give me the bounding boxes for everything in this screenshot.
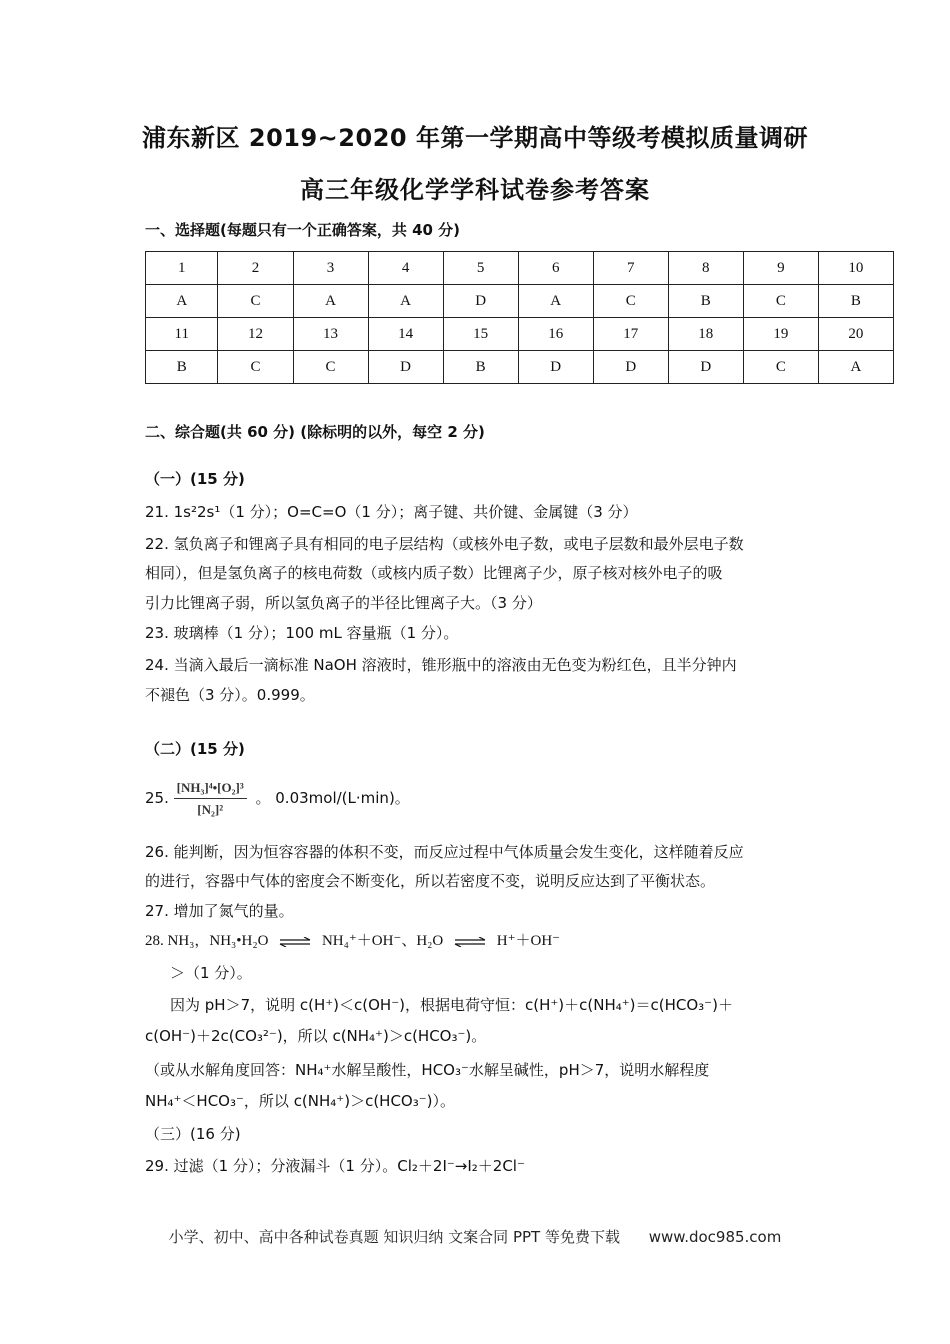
answer-cell: C <box>743 351 818 384</box>
equilibrium-constant-fraction <box>174 779 247 819</box>
q28-water-ionization: H⁺＋OH⁻ <box>496 933 561 949</box>
page-footer <box>0 1226 950 1247</box>
answer-table-row <box>146 285 894 318</box>
fraction-numerator: [NH₃]⁴•[O₂]³ <box>174 779 247 799</box>
q27-answer: 27. 增加了氮气的量。 <box>145 902 294 920</box>
q25-prefix: 25. <box>145 789 169 807</box>
question-number-cell: 8 <box>668 252 743 285</box>
question-number-cell: 6 <box>518 252 593 285</box>
part3-heading: （三）(16 分) <box>145 1125 241 1143</box>
question-number-cell: 2 <box>218 252 293 285</box>
footer-link[interactable]: www.doc985.com <box>648 1228 782 1246</box>
document-subtitle: 高三年级化学学科试卷参考答案 <box>300 176 650 204</box>
question-number-cell: 20 <box>818 318 893 351</box>
answer-cell: C <box>593 285 668 318</box>
document-title: 浦东新区 2019~2020 年第一学期高中等级考模拟质量调研 <box>142 124 808 152</box>
answer-cell: D <box>668 351 743 384</box>
q29-answer: 29. 过滤（1 分）；分液漏斗（1 分）。Cl₂＋2I⁻→I₂＋2Cl⁻ <box>145 1157 525 1175</box>
question-number-cell: 14 <box>368 318 443 351</box>
part1-heading: （一）(15 分) <box>145 470 245 488</box>
fraction-denominator: [N₂]² <box>197 801 224 817</box>
q21-answer: 21. 1s²2s¹（1 分）；O=C=O（1 分）；离子键、共价键、金属键（3 分） <box>145 503 638 521</box>
answer-cell: A <box>518 285 593 318</box>
answer-cell: C <box>743 285 818 318</box>
q28-line4: c(OH⁻)＋2c(CO₃²⁻)，所以 c(NH₄⁺)＞c(HCO₃⁻)。 <box>145 1027 487 1045</box>
question-number-cell: 18 <box>668 318 743 351</box>
answer-cell: A <box>368 285 443 318</box>
question-number-cell: 1 <box>146 252 218 285</box>
section1-heading: 一、选择题(每题只有一个正确答案，共 40 分) <box>145 221 461 239</box>
question-number-cell: 16 <box>518 318 593 351</box>
footer-text: 小学、初中、高中各种试卷真题 知识归纳 文案合同 PPT 等免费下载 <box>168 1228 620 1246</box>
q22-line2: 相同），但是氢负离子的核电荷数（或核内质子数）比锂离子少，原子核对核外电子的吸 <box>145 564 723 582</box>
answer-cell: D <box>368 351 443 384</box>
equilibrium-arrow-icon <box>453 937 487 947</box>
answer-table <box>145 251 894 384</box>
answer-cell: B <box>146 351 218 384</box>
answer-cell: D <box>593 351 668 384</box>
part2-heading: （二）(15 分) <box>145 740 245 758</box>
q25-suffix: 。 0.03mol/(L·min)。 <box>255 789 410 807</box>
q26-line2: 的进行，容器中气体的密度会不断变化，所以若密度不变，说明反应达到了平衡状态。 <box>145 872 716 890</box>
q25-answer <box>145 776 410 820</box>
answer-cell: C <box>218 285 293 318</box>
question-number-cell: 10 <box>818 252 893 285</box>
question-number-cell: 4 <box>368 252 443 285</box>
question-number-cell: 7 <box>593 252 668 285</box>
q28-line6: NH₄⁺＜HCO₃⁻，所以 c(NH₄⁺)＞c(HCO₃⁻)）。 <box>145 1092 456 1110</box>
q22-line3: 引力比锂离子弱，所以氢负离子的半径比锂离子大。（3 分） <box>145 594 542 612</box>
answer-cell: A <box>293 285 368 318</box>
answer-cell: B <box>443 351 518 384</box>
answer-cell: D <box>518 351 593 384</box>
answer-cell: B <box>818 285 893 318</box>
question-number-cell: 17 <box>593 318 668 351</box>
q28-species: 28. NH₃，NH₃•H₂O <box>145 933 269 949</box>
answer-cell: A <box>146 285 218 318</box>
answer-cell: C <box>218 351 293 384</box>
question-number-cell: 15 <box>443 318 518 351</box>
q28-line1 <box>145 931 560 951</box>
q28-line5: （或从水解角度回答：NH₄⁺水解呈酸性，HCO₃⁻水解呈碱性，pH＞7，说明水解程度 <box>145 1061 710 1079</box>
question-number-cell: 11 <box>146 318 218 351</box>
question-number-cell: 9 <box>743 252 818 285</box>
question-number-cell: 12 <box>218 318 293 351</box>
answer-table-row <box>146 318 894 351</box>
question-number-cell: 19 <box>743 318 818 351</box>
question-number-cell: 13 <box>293 318 368 351</box>
answer-cell: A <box>818 351 893 384</box>
q28-ionization: NH₄⁺＋OH⁻、H₂O <box>321 933 444 949</box>
answer-table-row <box>146 252 894 285</box>
equilibrium-arrow-icon <box>278 937 312 947</box>
q23-answer: 23. 玻璃棒（1 分）；100 mL 容量瓶（1 分）。 <box>145 624 459 642</box>
section2-heading: 二、综合题(共 60 分) (除标明的以外，每空 2 分) <box>145 423 485 441</box>
q28-line3: 因为 pH＞7，说明 c(H⁺)＜c(OH⁻)，根据电荷守恒：c(H⁺)＋c(NH₄⁺)＝c(HCO₃⁻)＋ <box>170 996 733 1014</box>
q24-line1: 24. 当滴入最后一滴标准 NaOH 溶液时，锥形瓶中的溶液由无色变为粉红色，且半分钟内 <box>145 656 737 674</box>
q26-line1: 26. 能判断，因为恒容容器的体积不变，而反应过程中气体质量会发生变化，这样随着反应 <box>145 843 744 861</box>
answer-table-row <box>146 351 894 384</box>
q28-line2: ＞（1 分）。 <box>170 964 252 982</box>
answer-cell: B <box>668 285 743 318</box>
answer-cell: D <box>443 285 518 318</box>
answer-cell: C <box>293 351 368 384</box>
q22-line1: 22. 氢负离子和锂离子具有相同的电子层结构（或核外电子数，或电子层数和最外层电子数 <box>145 535 744 553</box>
question-number-cell: 5 <box>443 252 518 285</box>
question-number-cell: 3 <box>293 252 368 285</box>
q24-line2: 不褪色（3 分）。0.999。 <box>145 686 315 704</box>
